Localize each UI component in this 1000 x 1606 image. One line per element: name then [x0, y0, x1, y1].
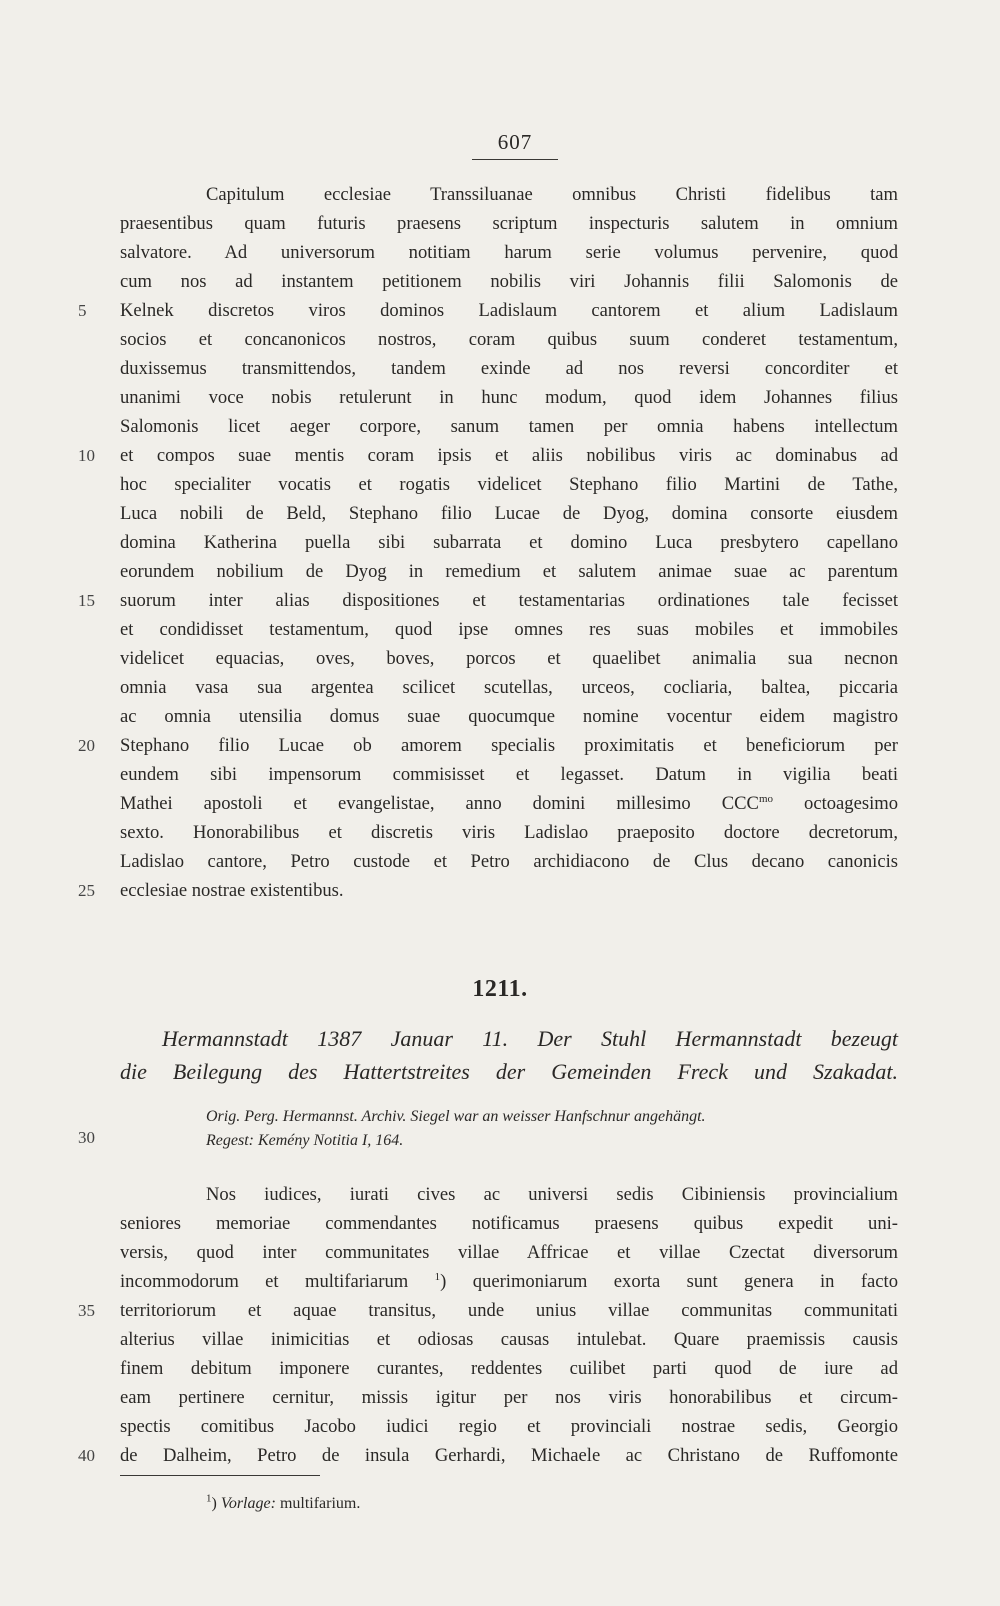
text-line: socios et concanonicos nostros, coram quibus suum conderet testamentum, — [120, 329, 898, 350]
text-line: videlicet equacias, oves, boves, porcos et quaelibet animalia sua necnon — [120, 648, 898, 669]
text-line: Capitulum ecclesiae Transsiluanae omnibus Christi fidelibus tam — [206, 184, 898, 205]
text-line: praesentibus quam futuris praesens scriptum inspecturis salutem in omnium — [120, 213, 898, 234]
line-number: 5 — [78, 301, 87, 320]
line-number: 25 — [78, 881, 95, 900]
text-line: et condidisset testamentum, quod ipse omnes res suas mobiles et immobiles — [120, 619, 898, 640]
text-line: Luca nobili de Beld, Stephano filio Lucae de Dyog, domina consorte eiusdem — [120, 503, 898, 524]
footnote-rule — [120, 1475, 320, 1476]
text-line: eam pertinere cernitur, missis igitur per nos viris honorabilibus et circum- — [120, 1387, 898, 1408]
footnote — [206, 1493, 360, 1515]
text-line: Salomonis licet aeger corpore, sanum tamen per omnia habens intellectum — [120, 416, 898, 437]
text-line: sexto. Honorabilibus et discretis viris Ladislao praeposito doctore decretorum, — [120, 822, 898, 843]
text-line: Ladislao cantore, Petro custode et Petro archidiacono de Clus decano canonicis — [120, 851, 898, 872]
line-number: 30 — [78, 1128, 95, 1147]
text-line: duxissemus transmittendos, tandem exinde ad nos reversi concorditer et — [120, 358, 898, 379]
line-number: 35 — [78, 1301, 95, 1320]
text-line: ecclesiae nostrae existentibus. — [120, 880, 344, 901]
text-line: finem debitum imponere curantes, reddentes cuilibet parti quod de iure ad — [120, 1358, 898, 1379]
footnote-text: multifarium. — [279, 1495, 361, 1512]
line-number: 10 — [78, 446, 95, 465]
text-line: seniores memoriae commendantes notificamus praesens quibus expedit uni- — [120, 1213, 898, 1234]
text-line: ac omnia utensilia domus suae quocumque nomine vocentur eidem magistro — [120, 706, 898, 727]
text-line: domina Katherina puella sibi subarrata et domino Luca presbytero capellano — [120, 532, 898, 553]
text-line-date — [120, 789, 898, 818]
text-line: salvatore. Ad universorum notitiam harum serie volumus pervenire, quod — [120, 242, 898, 263]
page-number-rule — [472, 159, 558, 160]
text-line: eorundem nobilium de Dyog in remedium et salutem animae suae ac parentum — [120, 561, 898, 582]
heading-line: Hermannstadt 1387 Januar 11. Der Stuhl Hermannstadt bezeugt — [162, 1026, 898, 1051]
document-number: 1211. — [472, 976, 528, 1002]
text-line: cum nos ad instantem petitionem nobilis viri Johannis filii Salomonis de — [120, 271, 898, 292]
text-line: alterius villae inimicitias et odiosas causas intulebat. Quare praemissis causis — [120, 1329, 898, 1350]
footnote-number: 1 — [206, 1492, 212, 1505]
heading-line: die Beilegung des Hattertstreites der Gemeinden Freck und Szakadat. — [120, 1059, 898, 1084]
text-line: spectis comitibus Jacobo iudici regio et provinciali nostrae sedis, Georgio — [120, 1416, 898, 1437]
text-line: hoc specialiter vocatis et rogatis videlicet Stephano filio Martini de Tathe, — [120, 474, 898, 495]
line-number: 40 — [78, 1446, 95, 1465]
text-segment: ) querimoniarum exorta sunt genera in facto — [440, 1271, 898, 1292]
page-number: 607 — [497, 130, 533, 154]
text-line: de Dalheim, Petro de insula Gerhardi, Michaele ac Christano de Ruffomonte — [120, 1445, 898, 1466]
line-number: 20 — [78, 736, 95, 755]
text-line: eundem sibi impensorum commisisset et legasset. Datum in vigilia beati — [120, 764, 898, 785]
text-line: unanimi voce nobis retulerunt in hunc modum, quod idem Johannes filius — [120, 387, 898, 408]
regest-note: Regest: Kemény Notitia I, 164. — [206, 1132, 404, 1149]
text-segment: incommodorum et multifariarum — [120, 1271, 409, 1292]
text-line: Stephano filio Lucae ob amorem specialis proximitatis et beneficiorum per — [120, 735, 898, 756]
text-line: Nos iudices, iurati cives ac universi sedis Cibiniensis provincialium — [206, 1184, 898, 1205]
text-line: versis, quod inter communitates villae Affricae et villae Czectat diversorum — [120, 1242, 898, 1263]
text-line: et compos suae mentis coram ipsis et aliis nobilibus viris ac dominabus ad — [120, 445, 898, 466]
line-number: 15 — [78, 591, 95, 610]
text-line: suorum inter alias dispositiones et testamentarias ordinationes tale fecisset — [120, 590, 898, 611]
footnote-paren: ) — [211, 1495, 217, 1512]
text-line-footnoted — [120, 1267, 898, 1296]
footnote-label: Vorlage: — [220, 1495, 276, 1512]
superscript: mo — [758, 792, 773, 805]
text-segment: octoagesimo — [804, 793, 898, 814]
footnote-mark: 1 — [434, 1270, 441, 1283]
text-line: omnia vasa sua argentea scilicet scutellas, urceos, cocliaria, baltea, piccaria — [120, 677, 898, 698]
text-line: territoriorum et aquae transitus, unde unius villae communitas communitati — [120, 1300, 898, 1321]
source-note: Orig. Perg. Hermannst. Archiv. Siegel war an weisser Hanfschnur angehängt. — [206, 1108, 706, 1125]
text-segment: Mathei apostoli et evangelistae, anno domini millesimo CCC — [120, 793, 759, 814]
text-line: Kelnek discretos viros dominos Ladislaum cantorem et alium Ladislaum — [120, 300, 898, 321]
